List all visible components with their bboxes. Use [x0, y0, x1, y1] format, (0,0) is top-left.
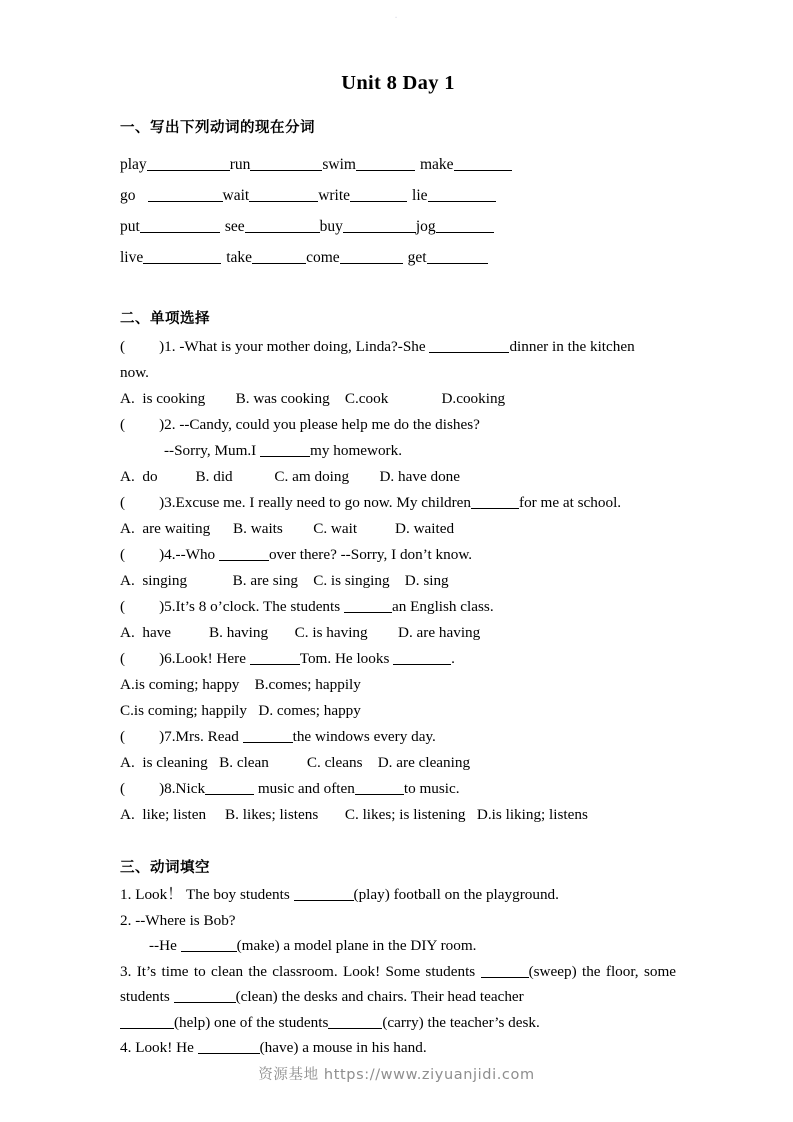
- verb-word: put: [120, 218, 140, 235]
- mc-options-6-line2[interactable]: C.is coming; happily D. comes; happy: [120, 702, 361, 719]
- top-faint-mark: .: [394, 9, 399, 21]
- answer-blank[interactable]: [205, 780, 254, 795]
- answer-paren-close: ): [159, 598, 165, 615]
- answer-blank[interactable]: [198, 1039, 260, 1054]
- question-stem-cont: Tom. He looks: [299, 650, 390, 667]
- fill-item-1: [120, 882, 676, 908]
- answer-blank[interactable]: [250, 650, 300, 665]
- answer-blank[interactable]: [328, 1014, 382, 1029]
- item-number: 3.: [120, 962, 132, 980]
- question-stem-end: to music.: [403, 780, 460, 797]
- mc-question-5: [120, 594, 676, 620]
- verb-word: jog: [415, 218, 436, 235]
- question-stem-cont: over there? --Sorry, I don’t know.: [268, 546, 473, 563]
- question-stem-cont: --Sorry, Mum.I: [164, 442, 257, 459]
- question-stem-cont: music and often: [257, 780, 355, 797]
- answer-blank[interactable]: [471, 494, 519, 509]
- item-number: 4.: [120, 1039, 132, 1056]
- answer-blank[interactable]: [344, 598, 392, 613]
- verb-row: [120, 180, 676, 211]
- fill-item-3: [120, 959, 676, 1010]
- page-title: Unit 8 Day 1: [341, 72, 455, 94]
- answer-paren-open: (: [120, 728, 126, 745]
- question-stem: --Candy, could you please help me do the dishes?: [179, 416, 480, 433]
- question-number: 7.: [164, 728, 176, 745]
- question-number: 4.: [164, 546, 176, 563]
- verb-word: go: [120, 187, 136, 204]
- verb-word: run: [229, 156, 251, 173]
- question-stem: It’s 8 o’clock. The students: [175, 598, 341, 615]
- item-text-cont4: (help) one of the students: [174, 1013, 329, 1031]
- verb-word: take: [226, 249, 253, 266]
- question-stem-end: my homework.: [310, 442, 403, 459]
- answer-blank[interactable]: [243, 728, 293, 743]
- mc-question-2: [120, 412, 676, 438]
- answer-paren-close: ): [159, 650, 165, 667]
- question-stem-cont: for me at school.: [519, 494, 622, 511]
- answer-blank[interactable]: [174, 988, 236, 1003]
- question-number: 2.: [164, 416, 176, 433]
- item-number: 2.: [120, 911, 132, 929]
- mc-options-2[interactable]: A. do B. did C. am doing D. have done: [120, 468, 461, 485]
- answer-blank[interactable]: [250, 155, 322, 171]
- section-1-heading: 一、写出下列动词的现在分词: [120, 120, 315, 136]
- answer-paren-open: (: [120, 416, 126, 433]
- answer-paren-open: (: [120, 650, 126, 667]
- item-text: It’s time to clean the classroom. Look! Some students: [136, 962, 476, 980]
- answer-blank[interactable]: [249, 186, 318, 202]
- question-stem-cont: an English class.: [391, 598, 494, 615]
- verb-word: wait: [222, 187, 250, 204]
- mc-question-3: [120, 490, 676, 516]
- item-text: Look! He: [135, 1039, 194, 1056]
- fill-item-4: [120, 1035, 676, 1061]
- fill-item-2: [120, 908, 676, 934]
- item-text-cont: (sweep) the floor, some students: [120, 962, 676, 1005]
- item-text: Look！ The boy students: [135, 886, 290, 903]
- answer-blank[interactable]: [340, 248, 403, 264]
- mc-options-7[interactable]: A. is cleaning B. clean C. cleans D. are cleaning: [120, 754, 471, 771]
- verb-word: swim: [322, 156, 356, 173]
- question-stem: Excuse me. I really need to go now. My children: [175, 494, 472, 511]
- answer-blank[interactable]: [436, 217, 494, 233]
- item-number: 1.: [120, 886, 132, 903]
- answer-paren-close: ): [159, 728, 165, 745]
- item-text-cont: (play) football on the playground.: [353, 886, 559, 903]
- verb-word: get: [407, 249, 427, 266]
- question-number: 6.: [164, 650, 176, 667]
- verb-row: [120, 242, 676, 273]
- item-text-end: (make) a model plane in the DIY room.: [236, 937, 477, 954]
- mc-question-8: [120, 776, 676, 802]
- answer-blank[interactable]: [294, 886, 354, 901]
- question-stem-end: .: [451, 650, 455, 667]
- answer-blank[interactable]: [260, 442, 310, 457]
- mc-question-1-wrap: now.: [120, 364, 149, 381]
- answer-blank[interactable]: [252, 248, 306, 264]
- verb-word: write: [318, 187, 351, 204]
- item-text-cont3: (clean) the desks and chairs. Their head teacher: [235, 988, 524, 1005]
- answer-paren-open: (: [120, 598, 126, 615]
- answer-paren-open: (: [120, 338, 126, 355]
- answer-blank[interactable]: [245, 217, 320, 233]
- mc-question-1: [120, 334, 676, 360]
- footer-watermark: 资源基地 https://www.ziyuanjidi.com: [258, 1067, 535, 1083]
- answer-paren-close: ): [159, 546, 165, 563]
- item-text-cont: --He: [149, 937, 177, 954]
- verb-row: [120, 149, 676, 180]
- mc-question-7: [120, 724, 676, 750]
- question-stem: Look! Here: [175, 650, 246, 667]
- question-stem: -What is your mother doing, Linda?-She: [179, 338, 426, 355]
- answer-blank[interactable]: [140, 217, 220, 233]
- answer-blank[interactable]: [148, 186, 223, 202]
- answer-blank[interactable]: [181, 937, 237, 952]
- answer-blank[interactable]: [429, 338, 509, 353]
- verb-row: [120, 211, 676, 242]
- answer-blank[interactable]: [454, 155, 512, 171]
- verb-word: play: [120, 156, 147, 173]
- answer-blank[interactable]: [143, 248, 221, 264]
- answer-blank[interactable]: [427, 248, 488, 264]
- question-number: 1.: [164, 338, 176, 355]
- question-number: 3.: [164, 494, 176, 511]
- verb-blank-grid: [120, 149, 676, 273]
- question-stem: Mrs. Read: [175, 728, 239, 745]
- answer-paren-open: (: [120, 780, 126, 797]
- verb-word: come: [306, 249, 340, 266]
- fill-item-2-line2: [120, 933, 676, 959]
- answer-paren-close: ): [159, 780, 165, 797]
- verb-word: lie: [412, 187, 428, 204]
- question-number: 5.: [164, 598, 176, 615]
- answer-paren-open: (: [120, 494, 126, 511]
- section-3-heading: 三、动词填空: [120, 860, 210, 876]
- verb-word: see: [224, 218, 245, 235]
- mc-options-5[interactable]: A. have B. having C. is having D. are having: [120, 624, 481, 641]
- answer-blank[interactable]: [356, 155, 415, 171]
- mc-question-6: [120, 646, 676, 672]
- fill-item-3-line3: [120, 1010, 676, 1036]
- item-text-cont: (have) a mouse in his hand.: [259, 1039, 427, 1056]
- answer-blank[interactable]: [147, 155, 230, 171]
- verb-word: make: [419, 156, 454, 173]
- mc-question-2-line2: [120, 438, 676, 464]
- answer-paren-open: (: [120, 546, 126, 563]
- mc-options-3[interactable]: A. are waiting B. waits C. wait D. waited: [120, 520, 455, 537]
- answer-blank[interactable]: [120, 1014, 174, 1029]
- answer-blank[interactable]: [428, 186, 496, 202]
- answer-paren-close: ): [159, 338, 165, 355]
- document-body: [120, 58, 676, 1061]
- question-number: 8.: [164, 780, 176, 797]
- answer-blank[interactable]: [393, 650, 451, 665]
- question-stem: --Who: [175, 546, 216, 563]
- question-stem: Nick: [175, 780, 206, 797]
- section-2-heading: 二、单项选择: [120, 311, 210, 327]
- question-stem-cont: the windows every day.: [292, 728, 436, 745]
- answer-paren-close: ): [159, 416, 165, 433]
- answer-paren-close: ): [159, 494, 165, 511]
- mc-options-4[interactable]: A. singing B. are sing C. is singing D. sing: [120, 572, 449, 589]
- answer-blank[interactable]: [481, 963, 529, 978]
- mc-options-6-line1[interactable]: A.is coming; happy B.comes; happily: [120, 676, 361, 693]
- mc-options-1[interactable]: A. is cooking B. was cooking C.cook D.cooking: [120, 390, 506, 407]
- verb-word: buy: [319, 218, 343, 235]
- question-stem-cont: dinner in the kitchen: [509, 338, 635, 355]
- answer-blank[interactable]: [355, 780, 404, 795]
- answer-blank[interactable]: [219, 546, 269, 561]
- verb-word: live: [120, 249, 144, 266]
- mc-question-4: [120, 542, 676, 568]
- mc-options-8[interactable]: A. like; listen B. likes; listens C. likes; is listening D.is liking; listens: [120, 806, 588, 823]
- item-text-end: (carry) the teacher’s desk.: [382, 1013, 540, 1031]
- answer-blank[interactable]: [343, 217, 416, 233]
- item-text: --Where is Bob?: [135, 911, 236, 929]
- answer-blank[interactable]: [350, 186, 407, 202]
